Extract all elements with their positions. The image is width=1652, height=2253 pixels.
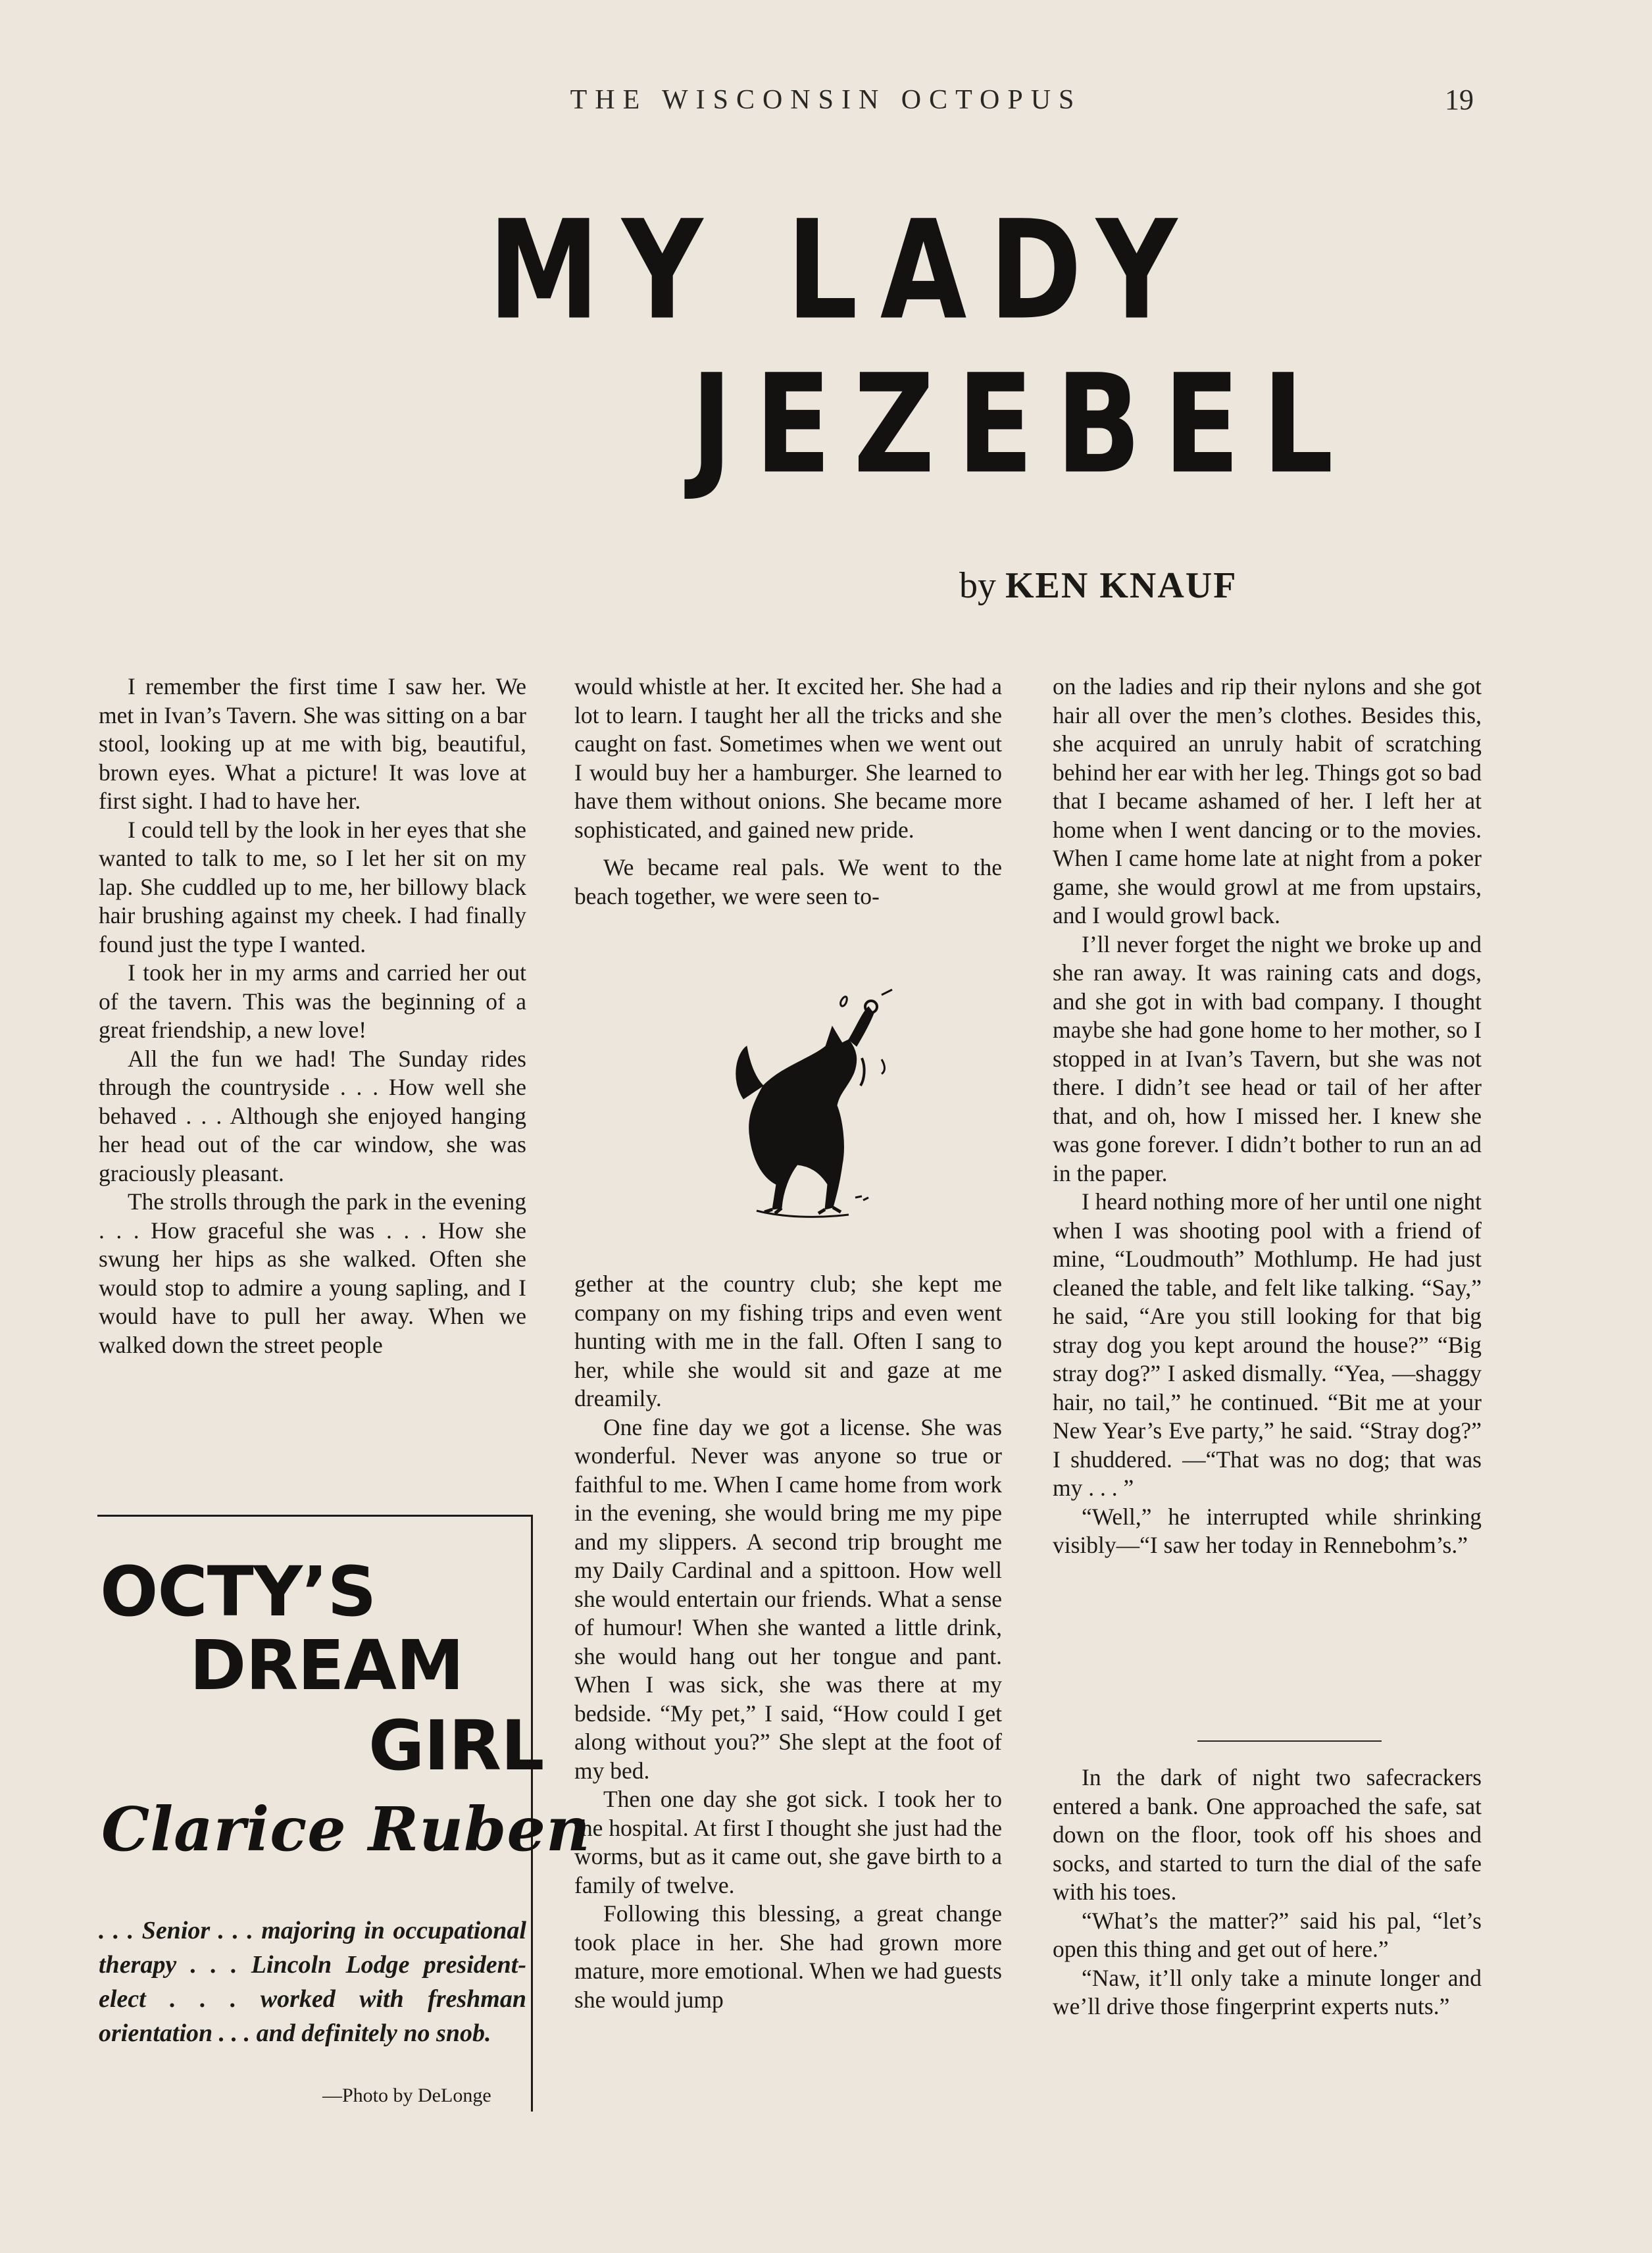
byline [959, 565, 1237, 607]
paragraph: I heard nothing more of her until one night when I was shooting pool with a friend of mine, “Loudmouth” Mothlump. He had just cleaned the table, and felt like talking. “Say,” he said, “Are you still looking for that big stray dog you kept around the house?” “Big stray dog?” I asked dismally. “Yea, —shaggy hair, no tail,” he continued. “Bit me at your New Year’s Eve party,” he said. “Stray dog?” I shuddered. —“That was no dog; that was my . . . ” [1053, 1188, 1482, 1501]
paragraph: I could tell by the look in her eyes that she wanted to talk to me, so I let her sit on my lap. She cuddled up to me, her billowy black hair brushing against my cheek. I had finally found just the type I wanted. [99, 816, 526, 957]
paragraph: Then one day she got sick. I took her to the hospital. At first I thought she just had the worms, but as it came out, she gave birth to a family of twelve. [574, 1786, 1002, 1898]
article-column-3 [1053, 672, 1482, 1560]
paragraph: In the dark of night two safecrackers entered a bank. One approached the safe, sat down on the floor, took off his shoes and socks, and started to turn the dial of the safe with his toes. [1053, 1764, 1482, 1905]
dog-drawing-icon [684, 987, 908, 1250]
paragraph: “Well,” he interrupted while shrinking visibly—“I saw her today in Rennebohm’s.” [1053, 1503, 1482, 1558]
paragraph: gether at the country club; she kept me company on my fishing trips and even went hunting with me in the fall. Often I sang to her, while she would sit and gaze at me dreamily. [574, 1271, 1002, 1411]
sidebar-heading-line-1: OCTY’S [100, 1552, 376, 1632]
paragraph: “Naw, it’ll only take a minute longer and we’ll drive those fingerprint experts nuts.” [1053, 1964, 1482, 2019]
paragraph: Following this blessing, a great change took place in her. She had grown more mature, more emotional. When we had guests she would jump [574, 1900, 1002, 2013]
sidebar-heading-line-3: GIRL [368, 1706, 544, 1786]
paragraph: We became real pals. We went to the beach together, we were seen to- [574, 854, 1002, 909]
paragraph: All the fun we had! The Sunday rides through the countryside . . . How well she behaved . . . Although she enjoyed hanging her head out of the car window, she was graciously pleasant. [99, 1045, 526, 1186]
article-title-line-2: JEZEBEL [691, 345, 1356, 505]
sidebar-signature: Clarice Ruben [101, 1794, 591, 1865]
paragraph: I took her in my arms and carried her out of the tavern. This was the beginning of a great friendship, a new love! [99, 959, 526, 1043]
paragraph: on the ladies and rip their nylons and she got hair all over the men’s clothes. Besides this, she acquired an unruly habit of scratching behind her ear with her leg. Things got so bad that I became ashamed of her. I left her at home when I went dancing or to the movies. When I came home late at night from a poker game, she would growl at me from upstairs, and I would growl back. [1053, 673, 1482, 928]
article-column-2-bottom [574, 1270, 1002, 2014]
paragraph: I remember the first time I saw her. We met in Ivan’s Tavern. She was sitting on a bar stool, looking up at me with big, beautiful, brown eyes. What a picture! It was love at first sight. I had to have her. [99, 673, 526, 814]
photo-credit: —Photo by DeLonge [322, 2085, 491, 2106]
paragraph: The strolls through the park in the evening . . . How graceful she was . . . How she swung her hips as she walked. Often she would stop to admire a young sapling, and I would have to pull her away. When we walked down the street people [99, 1188, 526, 1358]
sidebar-heading-line-2: DREAM [189, 1625, 464, 1706]
byline-author: KEN KNAUF [1005, 565, 1238, 606]
section-divider [1197, 1740, 1382, 1742]
paragraph: would whistle at her. It excited her. She had a lot to learn. I taught her all the tricks and she caught on fast. Sometimes when we went out I would buy her a hamburger. She learned to have them without onions. She became more sophisticated, and gained new pride. [574, 673, 1002, 843]
article-column-1 [99, 672, 526, 1359]
page-number: 19 [1445, 84, 1474, 116]
article-column-2-top [574, 672, 1002, 911]
article-title-line-1: MY LADY [488, 191, 1200, 351]
sidebar-description: . . . Senior . . . majoring in occupational therapy . . . Lincoln Lodge president-elect . . . worked with freshman orientation . . . and definitely no snob. [99, 1917, 526, 2047]
paragraph: I’ll never forget the night we broke up and she ran away. It was raining cats and dogs, and she got in with bad company. I thought maybe she had gone home to her mother, so I stopped in at Ivan’s Tavern, but she was not there. I didn’t see head or tail of her after that, and oh, how I missed her. I knew she was gone forever. I didn’t bother to run an ad in the paper. [1053, 930, 1482, 1186]
running-head: THE WISCONSIN OCTOPUS [570, 85, 1082, 115]
paragraph: “What’s the matter?” said his pal, “let’s open this thing and get out of here.” [1053, 1907, 1482, 1962]
byline-prefix: by [959, 565, 996, 606]
paragraph: One fine day we got a license. She was wonderful. Never was anyone so true or faithful to me. When I came home from work in the evening, she would bring me my pipe and my slippers. A second trip brought me my Daily Cardinal and a spittoon. How well she would entertain our friends. What a sense of humour! When she wanted a little drink, she would hang out her tongue and pant. When I was sick, she was there at my bedside. “My pet,” I said, “How could I get along without you?” She slept at the foot of my bed. [574, 1413, 1002, 1784]
joke-column [1053, 1763, 1482, 2021]
